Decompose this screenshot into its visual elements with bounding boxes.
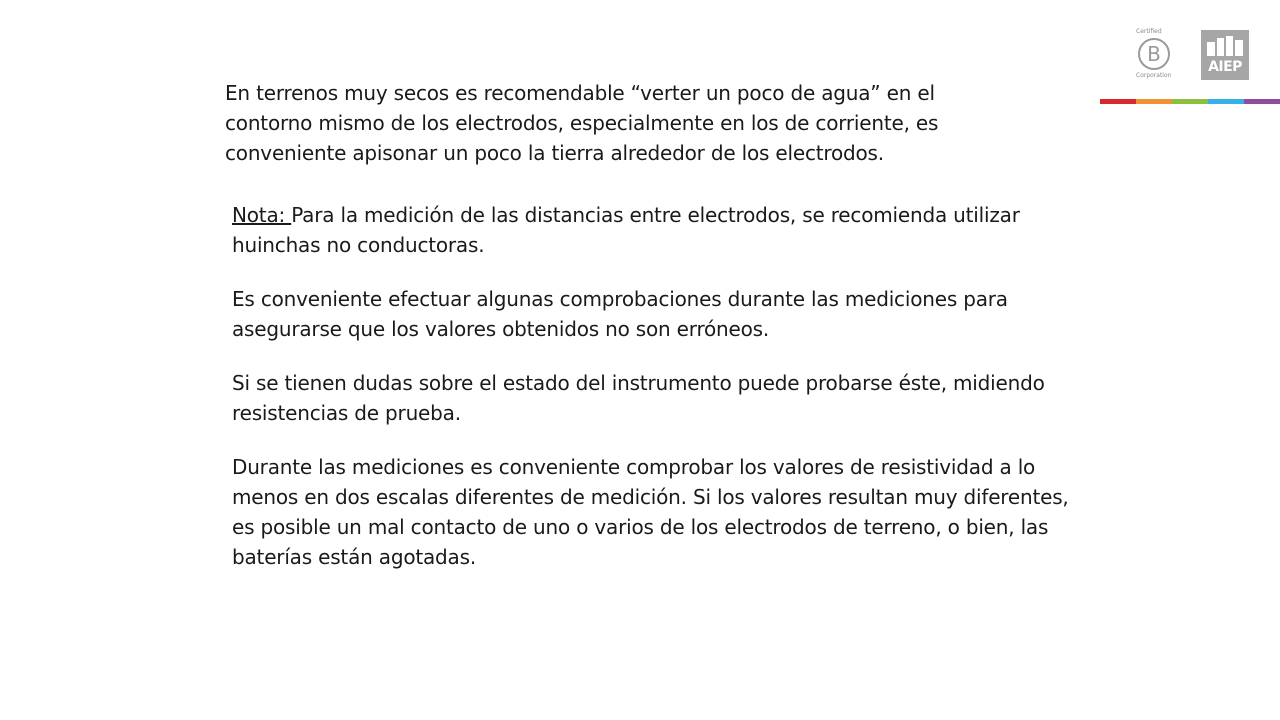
paragraph-instrument: Si se tienen dudas sobre el estado del instrumento puede probarse éste, midiendo resistencias de prueba. [232, 371, 1045, 425]
bcorp-bottom-text: Corporation [1136, 72, 1172, 79]
note-paragraph [232, 200, 1082, 260]
content-block [232, 200, 1082, 596]
paragraph-resistivity: Durante las mediciones es conveniente comprobar los valores de resistividad a lo menos en dos escalas diferentes de medición. Si los valores resultan muy diferentes, es posible un mal contacto de uno o varios de los electrodos de terreno, o bien, las baterías están agotadas. [232, 455, 1069, 569]
bcorp-circle-icon [1136, 36, 1172, 72]
accent-red [1100, 99, 1136, 104]
paragraph-checks: Es conveniente efectuar algunas comprobaciones durante las mediciones para asegurarse que los valores obtenidos no son erróneos. [232, 287, 1008, 341]
aiep-columns-icon [1207, 36, 1243, 56]
bcorp-top-text: Certified [1136, 28, 1162, 35]
accent-orange [1136, 99, 1172, 104]
accent-blue [1208, 99, 1244, 104]
bcorp-logo [1134, 28, 1174, 82]
aiep-label: AIEP [1208, 59, 1242, 75]
note-label: Nota: [232, 203, 292, 227]
accent-green [1172, 99, 1208, 104]
accent-color-bar [1100, 99, 1280, 104]
note-text: Para la medición de las distancias entre electrodos, se recomienda utilizar huinchas no conductoras. [232, 203, 1020, 257]
accent-purple [1244, 99, 1280, 104]
bcorp-letter: B [1147, 42, 1161, 66]
aiep-logo [1201, 30, 1249, 80]
intro-paragraph: En terrenos muy secos es recomendable “verter un poco de agua” en el contorno mismo de los electrodos, especialmente en los de corriente, es conveniente apisonar un poco la tierra alrededor de los electrodos. [225, 81, 939, 165]
